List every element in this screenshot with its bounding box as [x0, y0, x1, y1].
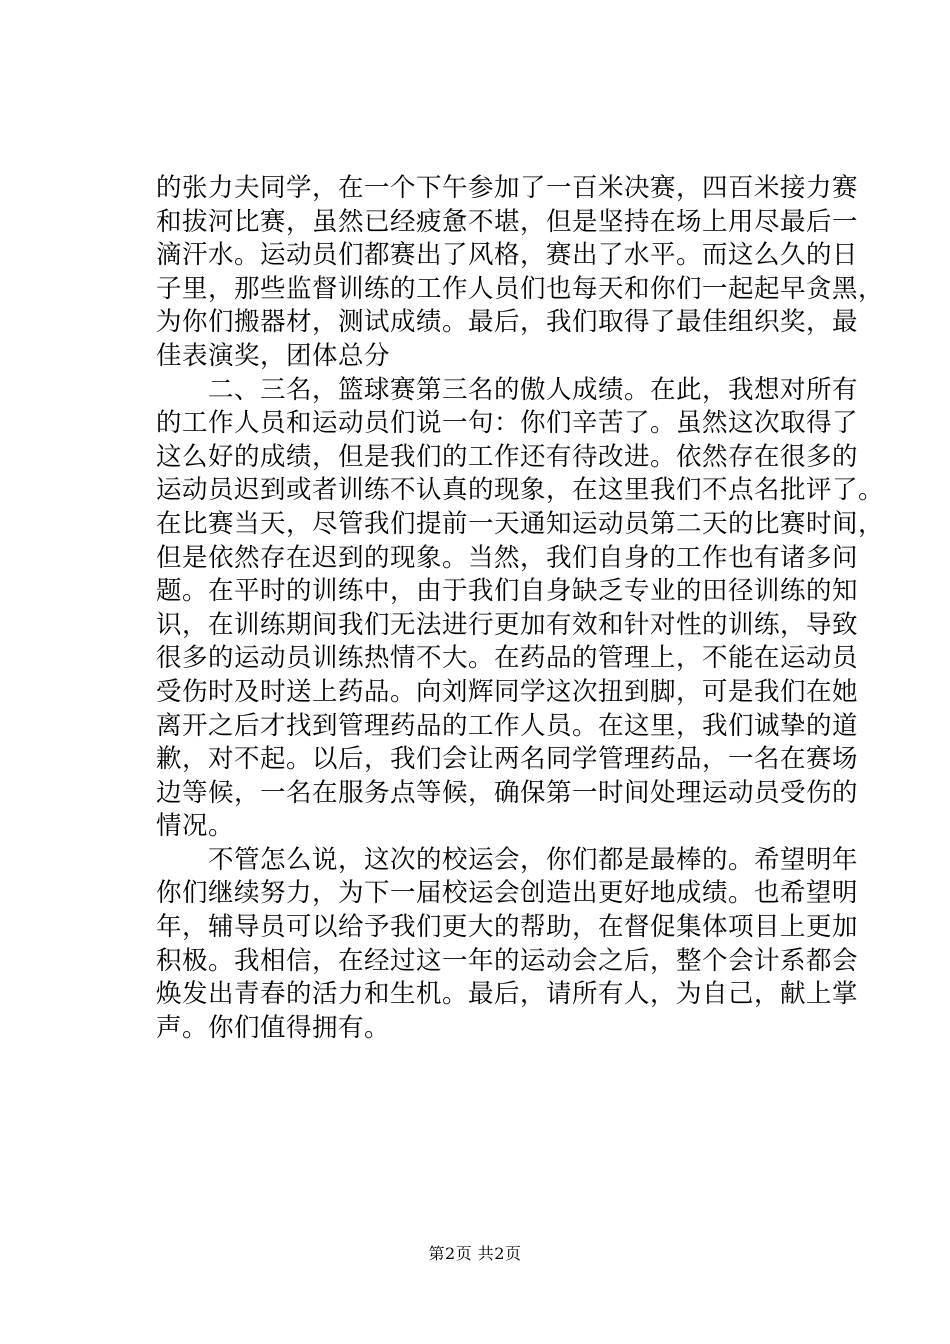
text-line: 边等候，一名在服务点等候，确保第一时间处理运动员受伤的 — [156, 777, 859, 808]
text-line: 为你们搬器材，测试成绩。最后，我们取得了最佳组织奖，最 — [156, 307, 859, 338]
text-line: 识，在训练期间我们无法进行更加有效和针对性的训练，导致 — [156, 609, 859, 640]
text-line: 歉，对不起。以后，我们会让两名同学管理药品，一名在赛场 — [156, 744, 859, 775]
text-line: 佳表演奖，团体总分 — [156, 340, 391, 371]
text-line: 的张力夫同学，在一个下午参加了一百米决赛，四百米接力赛 — [156, 173, 859, 203]
text-line: 这么好的成绩，但是我们的工作还有待改进。依然存在很多的 — [156, 441, 859, 472]
text-line: 滴汗水。运动员们都赛出了风格，赛出了水平。而这么久的日 — [156, 240, 859, 271]
text-line: 子里，那些监督训练的工作人员们也每天和你们一起起早贪黑， — [156, 273, 885, 304]
text-line: 积极。我相信，在经过这一年的运动会之后，整个会计系都会 — [156, 945, 859, 976]
text-line: 题。在平时的训练中，由于我们自身缺乏专业的田径训练的知 — [156, 576, 859, 607]
text-line: 受伤时及时送上药品。向刘辉同学这次扭到脚，可是我们在她 — [156, 676, 859, 707]
text-line: 年，辅导员可以给予我们更大的帮助，在督促集体项目上更加 — [156, 912, 859, 943]
text-line: 离开之后才找到管理药品的工作人员。在这里，我们诚挚的道 — [156, 710, 859, 741]
document-body — [156, 172, 885, 1045]
text-line: 在比赛当天，尽管我们提前一天通知运动员第二天的比赛时间， — [156, 508, 885, 539]
text-line: 不管怎么说，这次的校运会，你们都是最棒的。希望明年 — [208, 844, 859, 875]
text-line: 你们继续努力，为下一届校运会创造出更好地成绩。也希望明 — [156, 878, 859, 909]
text-line: 情况。 — [156, 811, 235, 842]
text-line: 声。你们值得拥有。 — [156, 1012, 391, 1043]
text-line: 但是依然存在迟到的现象。当然，我们自身的工作也有诸多问 — [156, 542, 859, 573]
text-line: 运动员迟到或者训练不认真的现象，在这里我们不点名批评了。 — [156, 475, 885, 506]
text-line: 二、三名，篮球赛第三名的傲人成绩。在此，我想对所有 — [208, 374, 859, 405]
page-number-footer: 第2页 共2页 — [428, 1244, 522, 1263]
text-line: 很多的运动员训练热情不大。在药品的管理上，不能在运动员 — [156, 643, 859, 674]
text-line: 焕发出青春的活力和生机。最后，请所有人，为自己，献上掌 — [156, 979, 859, 1010]
text-line: 的工作人员和运动员们说一句：你们辛苦了。虽然这次取得了 — [156, 408, 859, 439]
text-line: 和拔河比赛，虽然已经疲惫不堪，但是坚持在场上用尽最后一 — [156, 206, 859, 237]
